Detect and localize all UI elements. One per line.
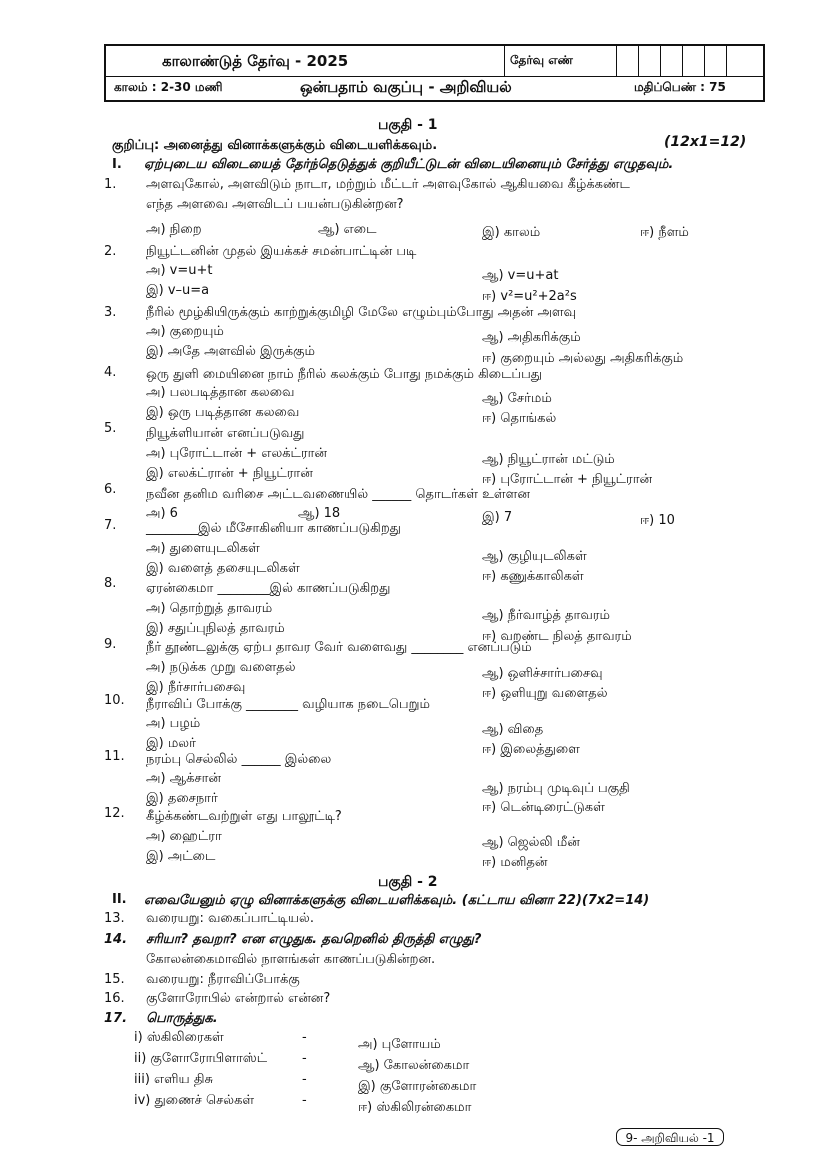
question-text: கீழ்க்கண்டவற்றுள் எது பாலூட்டி?	[146, 809, 342, 824]
match-dash: -	[302, 1072, 307, 1087]
match-left-item: iv) துணைச் செல்கள்	[134, 1093, 255, 1108]
option-a: அ) பழம்	[146, 716, 201, 731]
roll-cell-3	[660, 46, 661, 76]
match-left-item: iii) எளிய திசு	[134, 1072, 213, 1087]
option-d: ஈ) கணுக்காலிகள்	[482, 569, 584, 584]
option-b: ஆ) ஜெல்லி மீன்	[482, 835, 580, 850]
part-1-note: குறிப்பு: அனைத்து வினாக்களுக்கும் விடையளிக்கவும்.	[112, 138, 438, 153]
option-a: அ) ஹைட்ரா	[146, 829, 222, 844]
section-2-instruction: எவையேனும் ஏழு வினாக்களுக்கு விடையளிக்கவும். (கட்டாய வினா 22)(7x2=14)	[144, 893, 650, 908]
match-left-item: i) ஸ்கிலிரைகள்	[134, 1030, 224, 1045]
question-number: 10.	[104, 693, 125, 708]
option-a: அ) பலபடித்தான கலவை	[146, 385, 295, 400]
option-a: அ) நிறை	[146, 222, 202, 237]
option-a: அ) துளையுடலிகள்	[146, 541, 260, 556]
option-b: ஆ) விதை	[482, 722, 544, 737]
section-1-number: I.	[112, 157, 122, 172]
match-right-item: ஈ) ஸ்கிலிரன்கைமா	[358, 1100, 472, 1115]
option-b: ஆ) சேர்மம்	[482, 391, 552, 406]
question-number: 13.	[104, 911, 125, 926]
question-text: குளோரோபில் என்றால் என்ன?	[146, 991, 331, 1006]
roll-number-label: தேர்வு எண்	[510, 53, 573, 67]
match-right-item: ஆ) கோலன்கைமா	[358, 1058, 470, 1073]
question-text: வரையறு: நீராவிப்போக்கு	[146, 972, 300, 987]
match-dash: -	[302, 1051, 307, 1066]
section-1-instruction: ஏற்புடைய விடையைத் தேர்ந்தெடுத்துக் குறியீட்டுடன் விடையினையும் சேர்த்து எழுதவும்.	[144, 157, 674, 172]
option-b: ஆ) ஒளிச்சார்பசைவு	[482, 666, 603, 681]
question-text: ஏரன்கைமா ________இல் காணப்படுகிறது	[146, 581, 391, 596]
option-d: ஈ) நீளம்	[640, 225, 689, 240]
question-number: 15.	[104, 972, 125, 987]
option-a: அ) ஆக்சான்	[146, 771, 222, 786]
question-number: 5.	[104, 421, 117, 436]
exam-title: காலாண்டுத் தேர்வு - 2025	[162, 52, 349, 70]
roll-cell-1	[616, 46, 617, 76]
roll-cell-4	[682, 46, 683, 76]
question-number: 1.	[104, 177, 117, 192]
match-dash: -	[302, 1030, 307, 1045]
question-number: 11.	[104, 749, 125, 764]
roll-cell-6	[726, 46, 727, 76]
option-c: இ) அதே அளவில் இருக்கும்	[146, 344, 315, 359]
question-text: நரம்பு செல்லில் ______ இல்லை	[146, 752, 332, 767]
question-number: 9.	[104, 637, 117, 652]
question-number: 2.	[104, 244, 117, 259]
question-text: நியூக்ளியான் எனப்படுவது	[146, 426, 305, 441]
option-b: ஆ) நியூட்ரான் மட்டும்	[482, 452, 615, 467]
option-a: அ) 6	[146, 506, 178, 521]
question-text: வரையறு: வகைப்பாட்டியல்.	[146, 911, 314, 926]
question-text: நீர் தூண்டலுக்கு ஏற்ப தாவர வேர் வளைவது ________ எனப்படும்	[146, 640, 532, 655]
question-number: 7.	[104, 518, 117, 533]
question-text: நியூட்டனின் முதல் இயக்கச் சமன்பாட்டின் படி	[146, 244, 417, 259]
question-number: 3.	[104, 305, 117, 320]
option-c: இ) காலம்	[482, 225, 541, 240]
option-c: இ) எலக்ட்ரான் + நியூட்ரான்	[146, 466, 313, 481]
option-c: இ) 7	[482, 510, 513, 525]
question-number: 6.	[104, 482, 117, 497]
option-a: அ) நடுக்க முறு வளைதல்	[146, 660, 296, 675]
option-d: ஈ) புரோட்டான் + நியூட்ரான்	[482, 472, 653, 487]
option-b: ஆ) அதிகரிக்கும்	[482, 330, 581, 345]
option-d: ஈ) வறண்ட நிலத் தாவரம்	[482, 629, 632, 644]
question-number: 8.	[104, 576, 117, 591]
option-d: ஈ) மனிதன்	[482, 855, 548, 870]
question-text: நீராவிப் போக்கு ________ வழியாக நடைபெறும்	[146, 697, 430, 712]
roll-divider	[504, 46, 505, 76]
option-c: இ) v–u=a	[146, 283, 210, 298]
question-text: அளவுகோல், அளவிடும் நாடா, மற்றும் மீட்டர் அளவுகோல் ஆகியவை கீழ்க்கண்ட	[146, 177, 630, 192]
option-b: ஆ) நீர்வாழ்த் தாவரம்	[482, 608, 610, 623]
option-b: ஆ) நரம்பு முடிவுப் பகுதி	[482, 781, 630, 796]
part-1-marks: (12x1=12)	[664, 134, 747, 150]
match-title: பொருத்துக.	[146, 1011, 218, 1026]
question-text: எந்த அளவை அளவிடப் பயன்படுகின்றன?	[146, 197, 404, 212]
question-number: 17.	[104, 1011, 128, 1026]
question-text: நீரில் மூழ்கியிருக்கும் காற்றுக்குமிழி மேலே எழும்பும்போது அதன் அளவு	[146, 305, 577, 320]
option-c: இ) நீர்சார்பசைவு	[146, 680, 246, 695]
match-dash: -	[302, 1093, 307, 1108]
option-b: ஆ) 18	[298, 506, 341, 521]
header-divider	[106, 76, 763, 77]
option-d: ஈ) தொங்கல்	[482, 411, 557, 426]
exam-duration: காலம் : 2-30 மணி	[114, 80, 223, 94]
class-subject: ஒன்பதாம் வகுப்பு - அறிவியல்	[300, 78, 512, 96]
question-text: கோலன்கைமாவில் நாளங்கள் காணப்படுகின்றன.	[146, 952, 436, 967]
question-text: ஒரு துளி மையினை நாம் நீரில் கலக்கும் போது நமக்கும் கிடைப்பது	[146, 367, 543, 382]
match-right-item: அ) புளோயம்	[358, 1037, 441, 1052]
question-text: ________இல் மீசோகினியா காணப்படுகிறது	[146, 521, 401, 536]
option-c: இ) தசைநார்	[146, 791, 218, 806]
question-number: 16.	[104, 991, 125, 1006]
option-b: ஆ) குழியுடலிகள்	[482, 549, 587, 564]
max-marks: மதிப்பெண் : 75	[634, 80, 726, 94]
option-a: அ) புரோட்டான் + எலக்ட்ரான்	[146, 446, 328, 461]
option-b: ஆ) v=u+at	[482, 268, 559, 283]
question-number: 4.	[104, 365, 117, 380]
option-a: அ) v=u+t	[146, 263, 213, 278]
roll-cell-5	[704, 46, 705, 76]
part-2-title: பகுதி - 2	[378, 874, 438, 890]
option-d: ஈ) குறையும் அல்லது அதிகரிக்கும்	[482, 351, 684, 366]
roll-cell-2	[638, 46, 639, 76]
option-c: இ) சதுப்புநிலத் தாவரம்	[146, 621, 285, 636]
option-d: ஈ) ஒளியுறு வளைதல்	[482, 686, 608, 701]
option-c: இ) ஒரு படித்தான கலவை	[146, 405, 300, 420]
question-number: 14.	[104, 932, 128, 947]
page-footer: 9- அறிவியல் -1	[616, 1128, 724, 1146]
question-text: நவீன தனிம வரிசை அட்டவணையில் ______ தொடர்கள் உள்ளன	[146, 487, 530, 502]
option-a: அ) குறையும்	[146, 324, 224, 339]
match-right-item: இ) குளோரன்கைமா	[358, 1079, 477, 1094]
option-c: இ) மலர்	[146, 736, 196, 751]
option-b: ஆ) எடை	[318, 222, 377, 237]
option-d: ஈ) டென்டிரைட்டுகள்	[482, 800, 605, 815]
option-c: இ) வளைத் தசையுடலிகள்	[146, 561, 300, 576]
option-a: அ) தொற்றுத் தாவரம்	[146, 601, 273, 616]
question-text: சரியா? தவறா? என எழுதுக. தவறெனில் திருத்தி எழுது?	[146, 932, 482, 947]
option-d: ஈ) இலைத்துளை	[482, 742, 580, 757]
question-number: 12.	[104, 806, 125, 821]
option-d: ஈ) v²=u²+2a²s	[482, 289, 577, 304]
match-left-item: ii) குளோரோபிளாஸ்ட்	[134, 1051, 268, 1066]
part-1-title: பகுதி - 1	[378, 117, 438, 133]
section-2-number: II.	[112, 892, 127, 907]
option-c: இ) அட்டை	[146, 849, 216, 864]
option-d: ஈ) 10	[640, 513, 675, 528]
